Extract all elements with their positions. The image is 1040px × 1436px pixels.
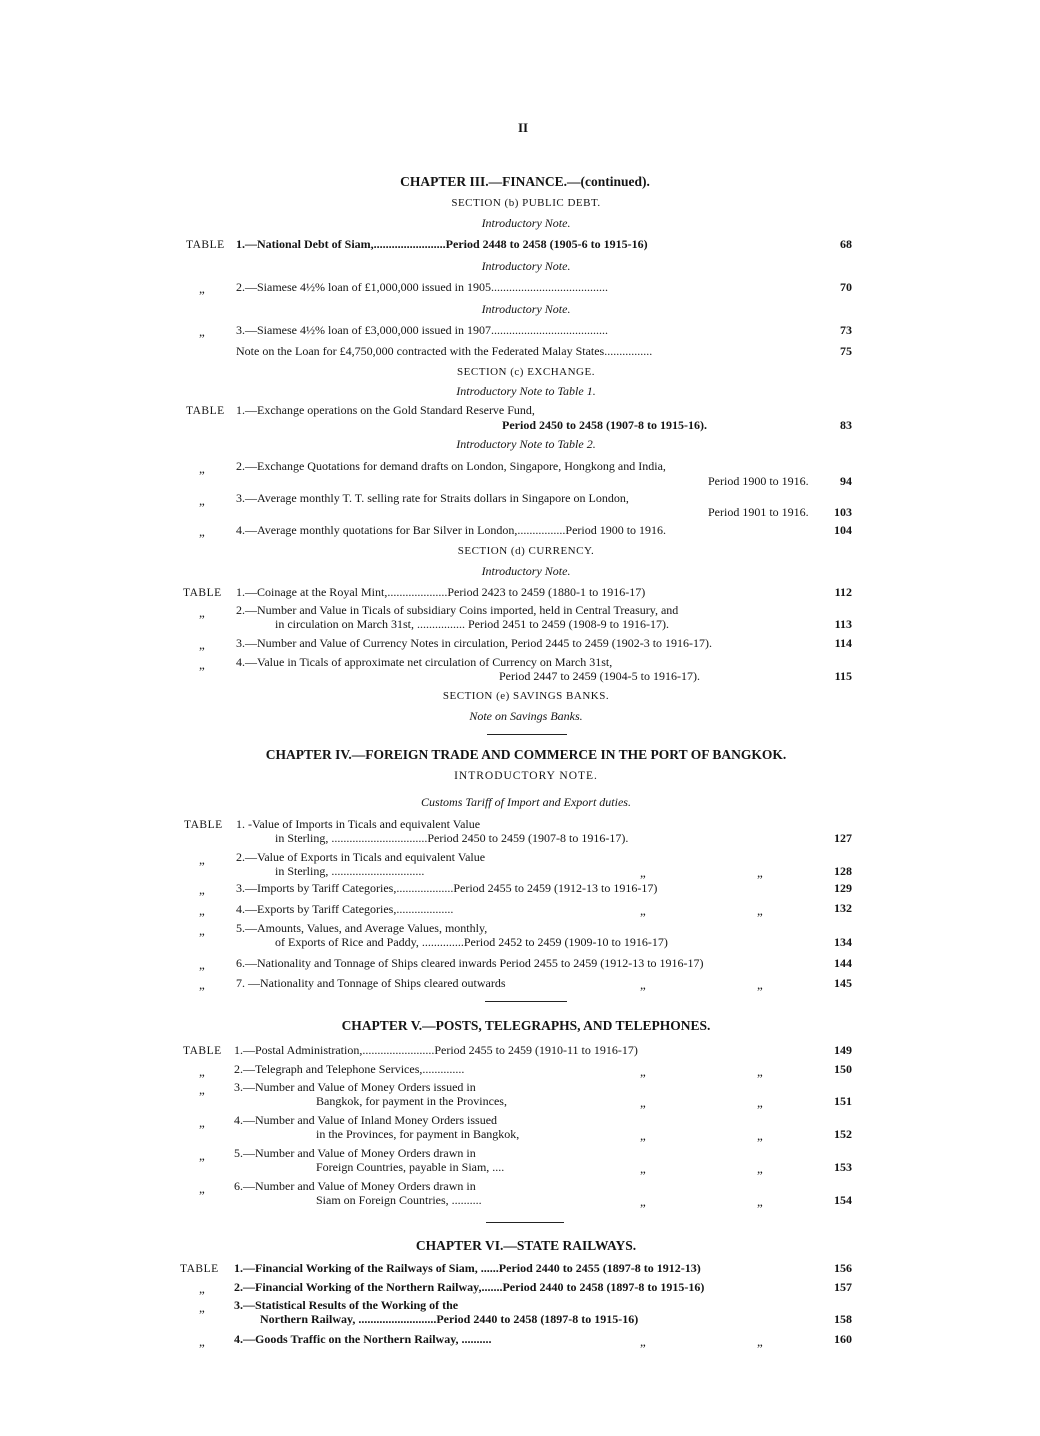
ditto-mark: „ — [757, 1095, 763, 1110]
ditto-mark: „ — [640, 865, 646, 880]
page-ref: 68 — [840, 237, 852, 251]
page-ref: 132 — [834, 901, 852, 915]
table-label: TABLE — [186, 239, 225, 251]
toc-entry-imports-value-period: in Sterling, ................................Period 2450 to 2459 (1907-8 to 1916-17). — [275, 831, 629, 845]
page-ref: 153 — [834, 1160, 852, 1174]
ditto-mark: „ — [640, 1064, 646, 1079]
table-label: TABLE — [184, 819, 223, 831]
introductory-note-table-2: Introductory Note to Table 2. — [456, 437, 596, 451]
chapter-3-title: CHAPTER III.—FINANCE.—(continued). — [400, 174, 650, 189]
introductory-note-heading: Introductory Note. — [481, 216, 571, 230]
page-ref: 113 — [834, 617, 852, 631]
page-ref: 112 — [834, 585, 852, 599]
section-divider — [485, 1001, 567, 1002]
page-ref: 152 — [834, 1127, 852, 1141]
page-ref: 127 — [834, 831, 852, 845]
ditto-mark: „ — [199, 1281, 205, 1296]
ditto-mark: „ — [757, 865, 763, 880]
toc-entry-subsidiary-coins-period: in circulation on March 31st, ................ Period 2451 to 2459 (1908-9 to 1916-17). — [275, 617, 669, 631]
toc-entry-loan-1905: 2.—Siamese 4½% loan of £1,000,000 issued in 1905....................................... — [236, 280, 608, 294]
toc-entry-bar-silver: 4.—Average monthly quotations for Bar Silver in London,................Period 1900 to 1916. — [236, 523, 667, 537]
toc-entry-coinage: 1.—Coinage at the Royal Mint,....................Period 2423 to 2459 (1880-1 to 1916-17) — [236, 585, 646, 599]
toc-entry-goods-traffic: 4.—Goods Traffic on the Northern Railway, .......... — [234, 1332, 492, 1346]
page-ref: 70 — [840, 280, 852, 294]
toc-entry-note-loan-fms: Note on the Loan for £4,750,000 contracted with the Federated Malay States................ — [236, 344, 653, 358]
page-ref: 157 — [834, 1280, 852, 1294]
ditto-mark: „ — [199, 1064, 205, 1079]
ditto-mark: „ — [199, 882, 205, 897]
ditto-mark: „ — [199, 637, 205, 652]
ditto-mark: „ — [640, 903, 646, 918]
ditto-mark: „ — [199, 1148, 205, 1163]
page-ref: 115 — [834, 669, 852, 683]
toc-entry-exchange-quotations: 2.—Exchange Quotations for demand drafts on London, Singapore, Hongkong and India, — [236, 459, 666, 473]
ditto-mark: „ — [199, 605, 205, 620]
toc-entry-loan-1907: 3.—Siamese 4½% loan of £3,000,000 issued in 1907....................................... — [236, 323, 608, 337]
ditto-mark: „ — [640, 1194, 646, 1209]
toc-entry-rice-paddy: 5.—Amounts, Values, and Average Values, monthly, — [236, 921, 488, 935]
introductory-note-heading: Introductory Note. — [481, 259, 571, 273]
ditto-mark: „ — [757, 903, 763, 918]
ditto-mark: „ — [199, 324, 205, 339]
page-ref: 158 — [834, 1312, 852, 1326]
chapter-5-title: CHAPTER V.—POSTS, TELEGRAPHS, AND TELEPHONES. — [341, 1018, 711, 1033]
ditto-mark: „ — [757, 1128, 763, 1143]
ditto-mark: „ — [640, 1095, 646, 1110]
toc-entry-ships-outwards: 7. —Nationality and Tonnage of Ships cleared outwards — [236, 976, 506, 990]
section-b-heading: SECTION (b) PUBLIC DEBT. — [451, 197, 601, 209]
ditto-mark: „ — [199, 852, 205, 867]
ditto-mark: „ — [199, 957, 205, 972]
page-ref: 149 — [834, 1043, 852, 1057]
ditto-mark: „ — [640, 1161, 646, 1176]
introductory-note-table-1: Introductory Note to Table 1. — [456, 384, 596, 398]
page-ref: 128 — [834, 864, 852, 878]
introductory-note-heading: Introductory Note. — [481, 564, 571, 578]
page-ref: 151 — [834, 1094, 852, 1108]
table-label: TABLE — [183, 587, 222, 599]
note-on-savings-banks: Note on Savings Banks. — [469, 709, 583, 723]
toc-entry-tt-selling-rate: 3.—Average monthly T. T. selling rate for Straits dollars in Singapore on London, — [236, 491, 629, 505]
toc-entry-subsidiary-coins: 2.—Number and Value in Ticals of subsidiary Coins imported, held in Central Treasury, and — [236, 603, 679, 617]
page-ref: 160 — [834, 1332, 852, 1346]
chapter-6-title: CHAPTER VI.—STATE RAILWAYS. — [415, 1238, 637, 1253]
toc-entry-inland-money-orders: 4.—Number and Value of Inland Money Orders issued — [234, 1113, 498, 1127]
ditto-mark: „ — [757, 1064, 763, 1079]
page-ref: 94 — [840, 474, 852, 488]
page-ref: 150 — [834, 1062, 852, 1076]
ditto-mark: „ — [199, 1115, 205, 1130]
ditto-mark: „ — [640, 1128, 646, 1143]
toc-entry-postal-admin: 1.—Postal Administration,........................Period 2455 to 2459 (1910-11 to 1916-17) — [234, 1043, 638, 1057]
ditto-mark: „ — [757, 1334, 763, 1349]
section-divider — [487, 734, 567, 735]
page-ref: 103 — [834, 505, 852, 519]
toc-entry-net-circulation: 4.—Value in Ticals of approximate net circulation of Currency on March 31st, — [236, 655, 613, 669]
ditto-mark: „ — [199, 977, 205, 992]
toc-entry-northern-railway-finance: 2.—Financial Working of the Northern Railway,.......Period 2440 to 2458 (1897-8 to 1915-16) — [234, 1280, 705, 1294]
customs-tariff-heading: Customs Tariff of Import and Export duties. — [421, 795, 631, 809]
ditto-mark: „ — [199, 1300, 205, 1315]
toc-entry-exchange-ops: 1.—Exchange operations on the Gold Standard Reserve Fund, — [236, 403, 535, 417]
page-ref: 129 — [834, 881, 852, 895]
toc-entry-exchange-quotations-period: Period 1900 to 1916. — [708, 474, 809, 488]
chapter-4-title: CHAPTER IV.—FOREIGN TRADE AND COMMERCE IN THE PORT OF BANGKOK. — [265, 747, 787, 762]
toc-entry-exports-tariff: 4.—Exports by Tariff Categories,................... — [236, 902, 454, 916]
toc-entry-currency-notes: 3.—Number and Value of Currency Notes in circulation, Period 2445 to 2459 (1902-3 to 1916-17). — [236, 636, 713, 650]
introductory-note-heading: Introductory Note. — [481, 302, 571, 316]
toc-entry-statistical-results-period: Northern Railway, ..........................Period 2440 to 2458 (1897-8 to 1915-16) — [260, 1312, 639, 1326]
toc-entry-exports-value: 2.—Value of Exports in Ticals and equivalent Value — [236, 850, 486, 864]
page-ref: 83 — [840, 418, 852, 432]
section-divider — [486, 1222, 564, 1223]
toc-entry-national-debt: 1.—National Debt of Siam,........................Period 2448 to 2458 (1905-6 to 1915-16) — [236, 237, 648, 251]
toc-entry-telegraph-telephone: 2.—Telegraph and Telephone Services,.............. — [234, 1062, 465, 1076]
section-c-heading: SECTION (c) EXCHANGE. — [457, 366, 595, 378]
toc-entry-rice-paddy-period: of Exports of Rice and Paddy, ..............Period 2452 to 2459 (1909-10 to 1916-17) — [275, 935, 668, 949]
toc-entry-ships-inwards: 6.—Nationality and Tonnage of Ships cleared inwards Period 2455 to 2459 (1912-13 to 1916-17) — [236, 956, 704, 970]
page-number: II — [518, 120, 529, 135]
toc-entry-exports-value-line2: in Sterling, ............................... — [275, 864, 425, 878]
toc-entry-statistical-results: 3.—Statistical Results of the Working of the — [234, 1298, 459, 1312]
toc-entry-foreign-money-orders: 5.—Number and Value of Money Orders drawn in — [234, 1146, 476, 1160]
table-label: TABLE — [183, 1045, 222, 1057]
ditto-mark: „ — [199, 903, 205, 918]
page-ref: 114 — [834, 636, 852, 650]
ditto-mark: „ — [757, 977, 763, 992]
toc-entry-siam-money-orders-line2: Siam on Foreign Countries, .......... — [316, 1193, 482, 1207]
ditto-mark: „ — [199, 461, 205, 476]
ditto-mark: „ — [199, 1181, 205, 1196]
page-ref: 104 — [834, 523, 852, 537]
ditto-mark: „ — [199, 1082, 205, 1097]
ditto-mark: „ — [199, 524, 205, 539]
ditto-mark: „ — [199, 493, 205, 508]
page-ref: 156 — [834, 1261, 852, 1275]
toc-entry-imports-value: 1. -Value of Imports in Ticals and equivalent Value — [236, 817, 481, 831]
ditto-mark: „ — [199, 281, 205, 296]
page-ref: 154 — [834, 1193, 852, 1207]
toc-entry-exchange-ops-period: Period 2450 to 2458 (1907-8 to 1915-16). — [502, 418, 707, 432]
toc-entry-imports-tariff: 3.—Imports by Tariff Categories,...................Period 2455 to 2459 (1912-13 to 1916-17) — [236, 881, 658, 895]
toc-entry-inland-money-orders-line2: in the Provinces, for payment in Bangkok, — [316, 1127, 520, 1141]
ditto-mark: „ — [199, 657, 205, 672]
section-d-heading: SECTION (d) CURRENCY. — [457, 545, 595, 557]
toc-entry-money-orders-bangkok-line2: Bangkok, for payment in the Provinces, — [316, 1094, 507, 1108]
ditto-mark: „ — [199, 923, 205, 938]
page-ref: 144 — [834, 956, 852, 970]
ditto-mark: „ — [640, 1334, 646, 1349]
ditto-mark: „ — [640, 977, 646, 992]
ditto-mark: „ — [757, 1194, 763, 1209]
toc-entry-siam-money-orders: 6.—Number and Value of Money Orders drawn in — [234, 1179, 476, 1193]
table-label: TABLE — [186, 405, 225, 417]
toc-entry-net-circulation-period: Period 2447 to 2459 (1904-5 to 1916-17). — [499, 669, 700, 683]
table-label: TABLE — [180, 1263, 219, 1275]
page-ref: 145 — [834, 976, 852, 990]
ditto-mark: „ — [757, 1161, 763, 1176]
page-ref: 75 — [840, 344, 852, 358]
toc-entry-tt-selling-rate-period: Period 1901 to 1916. — [708, 505, 809, 519]
toc-entry-money-orders-bangkok: 3.—Number and Value of Money Orders issued in — [234, 1080, 476, 1094]
page-ref: 134 — [834, 935, 852, 949]
section-e-heading: SECTION (e) SAVINGS BANKS. — [442, 690, 610, 702]
page-ref: 73 — [840, 323, 852, 337]
toc-entry-railways-siam: 1.—Financial Working of the Railways of Siam, ......Period 2440 to 2455 (1897-8 to 1912-13) — [234, 1261, 701, 1275]
ditto-mark: „ — [199, 1334, 205, 1349]
introductory-note-heading: INTRODUCTORY NOTE. — [454, 770, 598, 782]
toc-entry-foreign-money-orders-line2: Foreign Countries, payable in Siam, .... — [316, 1160, 505, 1174]
